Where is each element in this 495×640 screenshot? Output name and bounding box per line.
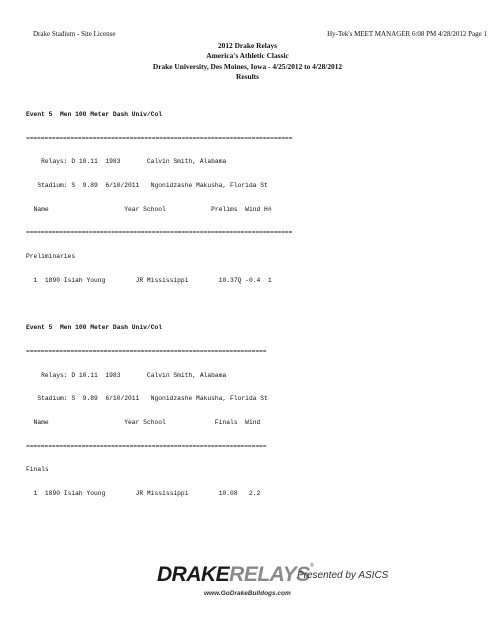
finals-round-label: Finals <box>26 466 49 474</box>
prelims-round-label: Preliminaries <box>26 253 76 261</box>
meet-subtitle: America's Athletic Classic <box>206 51 289 61</box>
registered-mark: ® <box>309 563 315 569</box>
logo-relays-text: RELAYS <box>229 563 310 586</box>
finals-event-title: Event 5 Men 100 Meter Dash Univ/Col <box>26 324 163 332</box>
result-row: 1 1890 Isiah Young JR Mississippi 10.37Q -0.4 1 <box>26 276 272 284</box>
logo-drake-text: DRAKE <box>157 563 230 586</box>
drake-relays-logo <box>157 563 389 607</box>
prelims-results-list <box>26 277 481 285</box>
finals-separator: ================================================================= <box>26 347 267 355</box>
prelims-relays-record: Relays: D 10.11 1983 Calvin Smith, Alabama <box>26 158 227 166</box>
prelims-separator-2: ======================================================================== <box>26 229 293 237</box>
meet-location: Drake University, Des Moines, Iowa - 4/25/2012 to 4/28/2012 <box>152 61 343 71</box>
meet-title: 2012 Drake Relays <box>217 41 278 50</box>
results-heading: Results <box>236 71 259 81</box>
presented-by-text: Presented by ASICS <box>297 570 389 581</box>
page-header-meet-manager: Hy-Tek's MEET MANAGER 6:08 PM 4/28/2012 Page 1 <box>327 30 487 38</box>
finals-relays-record: Relays: D 10.11 1983 Calvin Smith, Alabama <box>26 371 227 379</box>
results-body <box>26 95 481 506</box>
finals-stadium-record: Stadium: S 9.89 6/10/2011 Ngonidzashe Makusha, Florida St <box>26 395 268 403</box>
result-row: 1 1890 Isiah Young JR Mississippi 10.08 2.2 <box>26 490 261 498</box>
prelims-separator: ======================================================================== <box>26 134 293 142</box>
page-header-site: Drake Stadium - Site License <box>33 30 116 38</box>
finals-results-list <box>26 490 481 498</box>
website-url: www.GoDrakeBulldogs.com <box>204 590 291 597</box>
prelims-event-title: Event 5 Men 100 Meter Dash Univ/Col <box>26 110 163 118</box>
prelims-stadium-record: Stadium: S 9.89 6/10/2011 Ngonidzashe Makusha, Florida St <box>26 181 268 189</box>
finals-separator-2: ================================================================= <box>26 442 267 450</box>
results-titles <box>0 41 495 82</box>
prelims-column-header: Name Year School Prelims Wind H# <box>26 205 272 213</box>
finals-column-header: Name Year School Finals Wind <box>26 418 261 426</box>
